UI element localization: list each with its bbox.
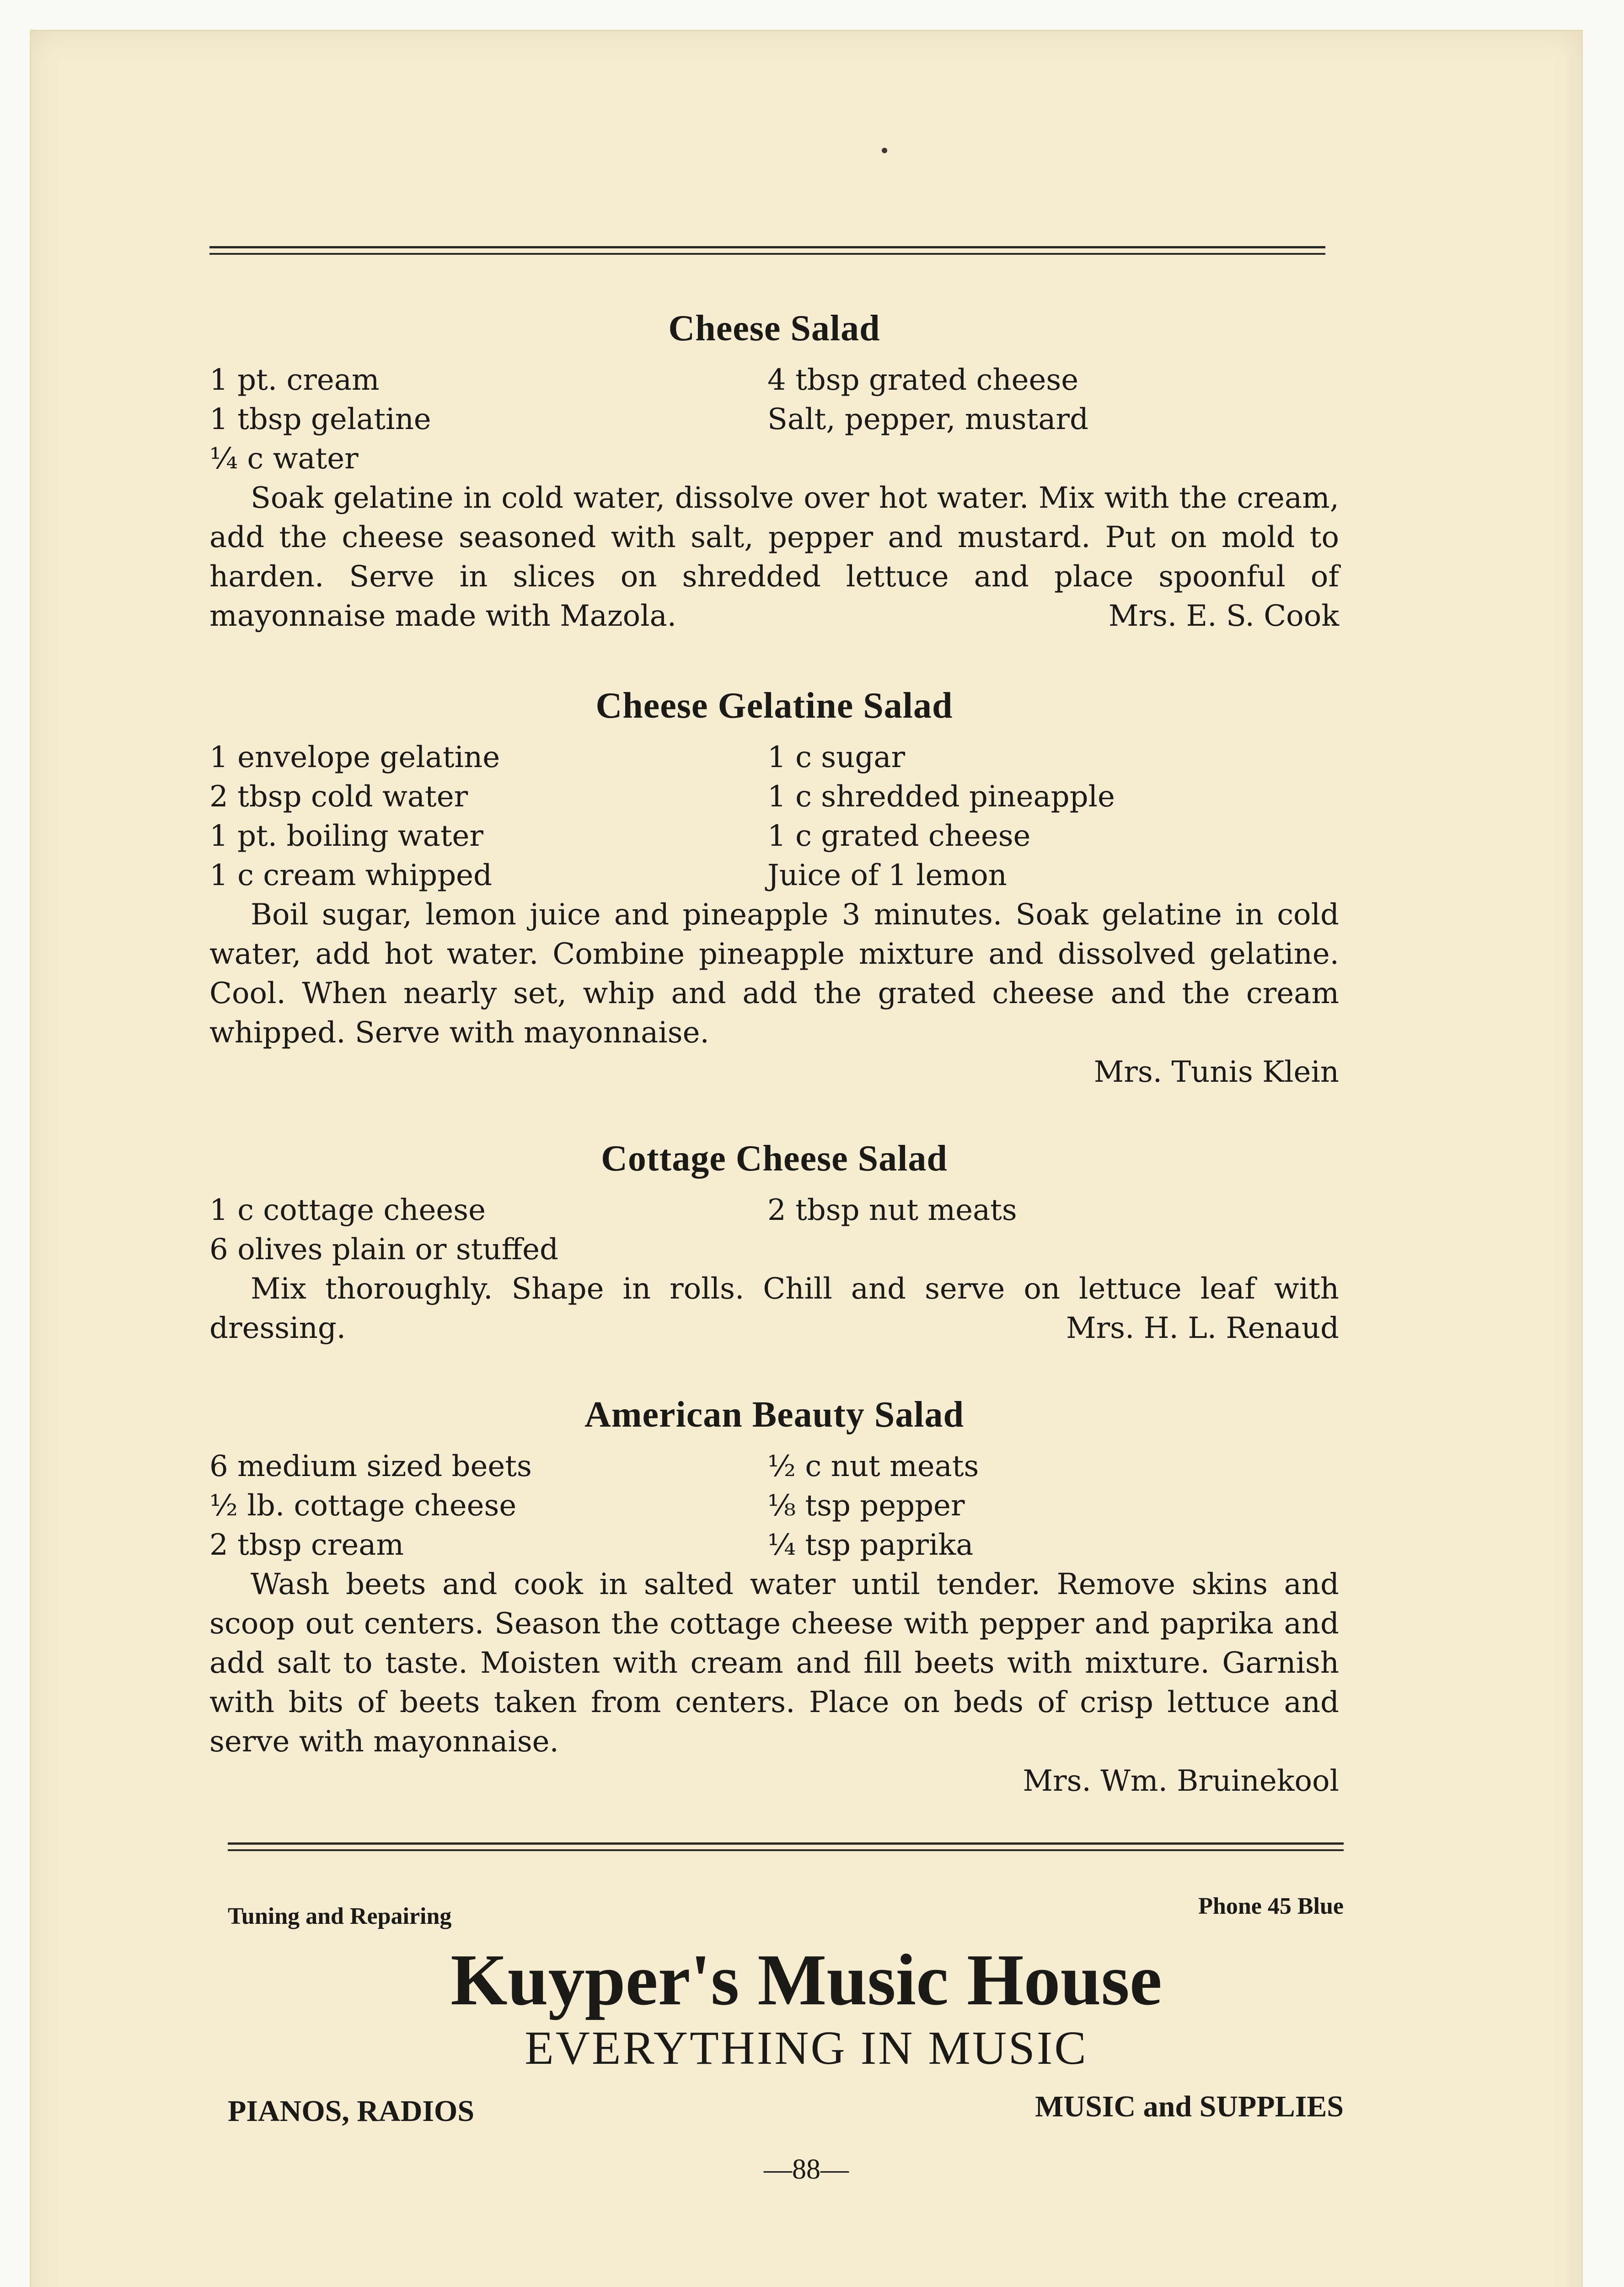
recipe-method: Soak gelatine in cold water, dissolve over hot water. Mix with the cream, add the cheese seasoned with salt, pepper and mustard. Put on mold to harden. Serve in slices on shredded lettuce and place spoonful of mayonnaise made with Mazola. (209, 481, 1339, 633)
recipe-american-beauty-salad (209, 1392, 1339, 1801)
page-number: —88— (764, 2154, 849, 2185)
ingredient: 1 pt. boiling water (209, 819, 483, 853)
ad-shop-name: Kuyper's Music House (450, 1939, 1162, 2020)
ingredient-list (209, 738, 1339, 895)
recipe-author: Mrs. Wm. Bruinekool (1023, 1764, 1339, 1798)
ad-products-left: PIANOS, RADIOS (228, 2094, 475, 2128)
ad-service-text: Tuning and Repairing (228, 1903, 452, 1929)
ingredient: Juice of 1 lemon (767, 859, 1007, 892)
recipe-author: Mrs. H. L. Renaud (1066, 1311, 1339, 1345)
recipe-title: Cheese Gelatine Salad (595, 686, 953, 726)
bottom-divider (228, 1842, 1344, 1851)
recipe-method: Boil sugar, lemon juice and pineapple 3 minutes. Soak gelatine in cold water, add hot water. Combine pineapple mixture and dissolved gelatine. Cool. When nearly set, whip and add the grated cheese and the cream whipped. Serve with mayonnaise. (209, 898, 1339, 1050)
ingredient: ¼ c water (209, 442, 359, 476)
recipe-cottage-cheese-salad (209, 1136, 1339, 1348)
ingredient: 1 c cream whipped (209, 859, 492, 892)
ingredient-list (209, 360, 1339, 478)
ingredient: 2 tbsp cold water (209, 780, 468, 814)
speck-mark (882, 148, 887, 153)
ingredient: 1 pt. cream (209, 363, 380, 397)
top-divider (209, 246, 1325, 255)
ad-products-right: MUSIC and SUPPLIES (1035, 2090, 1344, 2123)
recipe-cheese-gelatine-salad (209, 683, 1339, 1092)
recipe-method: Wash beets and cook in salted water until tender. Remove skins and scoop out centers. Season the cottage cheese with pepper and paprika and add salt to taste. Moisten with cream and fill beets with mixture. Garnish with bits of beets taken from centers. Place on beds of crisp lettuce and serve with mayonnaise. (209, 1568, 1339, 1759)
ingredient: 1 c cottage cheese (209, 1193, 486, 1227)
recipe-author: Mrs. Tunis Klein (1093, 1055, 1339, 1089)
recipe-title: Cottage Cheese Salad (601, 1138, 948, 1179)
ad-phone-text: Phone 45 Blue (1198, 1893, 1344, 1919)
ad-tagline: EVERYTHING IN MUSIC (525, 2022, 1088, 2074)
recipe-cheese-salad (209, 306, 1339, 636)
recipe-title: American Beauty Salad (584, 1395, 964, 1435)
ingredient-list (209, 1447, 1339, 1565)
ingredient: ½ c nut meats (767, 1450, 979, 1483)
ingredient: ½ lb. cottage cheese (209, 1489, 517, 1523)
document-page (30, 30, 1583, 2287)
ingredient: 1 tbsp gelatine (209, 403, 431, 436)
ingredient: 1 c sugar (767, 741, 906, 774)
ad-header (228, 1893, 1344, 1929)
ingredient: 6 medium sized beets (209, 1450, 532, 1483)
ingredient: 4 tbsp grated cheese (767, 363, 1079, 397)
ingredient-list (209, 1191, 1339, 1269)
recipe-title: Cheese Salad (668, 308, 880, 349)
ingredient: ⅛ tsp pepper (767, 1489, 965, 1523)
ingredient: Salt, pepper, mustard (767, 403, 1088, 436)
ingredient: 2 tbsp nut meats (767, 1193, 1017, 1227)
ingredient: ¼ tsp paprika (767, 1528, 974, 1562)
ingredient: 6 olives plain or stuffed (209, 1233, 558, 1267)
ingredient: 2 tbsp cream (209, 1528, 404, 1562)
recipe-author: Mrs. E. S. Cook (1108, 599, 1339, 633)
ingredient: 1 c grated cheese (767, 819, 1031, 853)
recipe-method: Mix thoroughly. Shape in rolls. Chill and serve on lettuce leaf with dressing. (209, 1272, 1339, 1345)
ingredient: 1 envelope gelatine (209, 741, 500, 774)
ad-footer (228, 2089, 1344, 2131)
ingredient: 1 c shredded pineapple (767, 780, 1115, 814)
